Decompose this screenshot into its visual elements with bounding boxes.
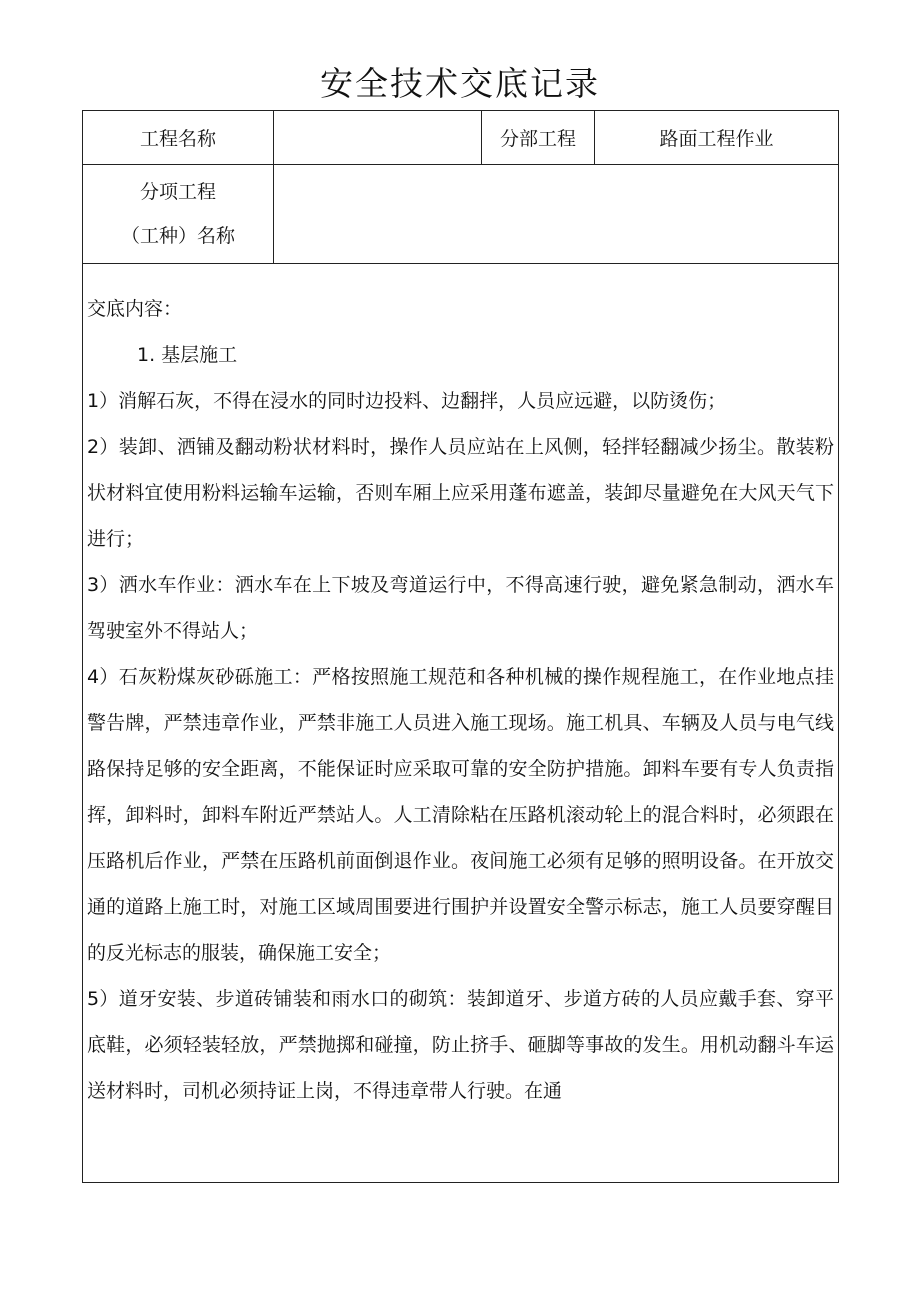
subitem-value-field[interactable] (274, 165, 839, 264)
content-row (83, 264, 839, 1183)
division-label: 分部工程 (482, 111, 595, 165)
content-heading: 交底内容： (87, 298, 183, 320)
content-item-3: 3）洒水车作业：洒水车在上下坡及弯道运行中，不得高速行驶，避免紧急制动，洒水车驾驶室外不得站人； (87, 574, 834, 642)
subitem-label-line2: （工种）名称 (120, 225, 235, 247)
section-title: 1. 基层施工 (137, 344, 238, 366)
content-item-4: 4）石灰粉煤灰砂砾施工：严格按照施工规范和各种机械的操作规程施工，在作业地点挂警告牌，严禁违章作业，严禁非施工人员进入施工现场。施工机具、车辆及人员与电气线路保持足够的安全距离，不能保证时应采取可靠的安全防护措施。卸料车要有专人负责指挥，卸料时，卸料车附近严禁站人。人工清除粘在压路机滚动轮上的混合料时，必须跟在压路机后作业，严禁在压路机前面倒退作业。夜间施工必须有足够的照明设备。在开放交通的道路上施工时，对施工区域周围要进行围护并设置安全警示标志，施工人员要穿醒目的反光标志的服装，确保施工安全； (87, 666, 834, 964)
document-title: 安全技术交底记录 (320, 64, 600, 103)
subitem-label-line1: 分项工程 (139, 181, 216, 203)
subitem-label-cell (83, 165, 274, 264)
project-name-field[interactable] (274, 111, 482, 165)
project-name-label: 工程名称 (83, 111, 274, 165)
content-item-5: 5）道牙安装、步道砖铺装和雨水口的砌筑：装卸道牙、步道方砖的人员应戴手套、穿平底鞋，必须轻装轻放，严禁抛掷和碰撞，防止挤手、砸脚等事故的发生。用机动翻斗车运送材料时，司机必须持证上岗，不得违章带人行驶。在通 (87, 988, 834, 1102)
record-table (82, 110, 839, 1183)
header-row-subitem (83, 165, 839, 264)
header-row-project (83, 111, 839, 165)
division-value: 路面工程作业 (595, 111, 839, 165)
content-item-2: 2）装卸、洒铺及翻动粉状材料时，操作人员应站在上风侧，轻拌轻翻减少扬尘。散装粉状材料宜使用粉料运输车运输，否则车厢上应采用蓬布遮盖，装卸尽量避免在大风天气下进行； (87, 436, 834, 550)
content-item-1: 1）消解石灰，不得在浸水的同时边投料、边翻拌，人员应远避，以防烫伤； (87, 390, 727, 412)
content-cell (83, 264, 839, 1183)
content-body (83, 264, 838, 1114)
